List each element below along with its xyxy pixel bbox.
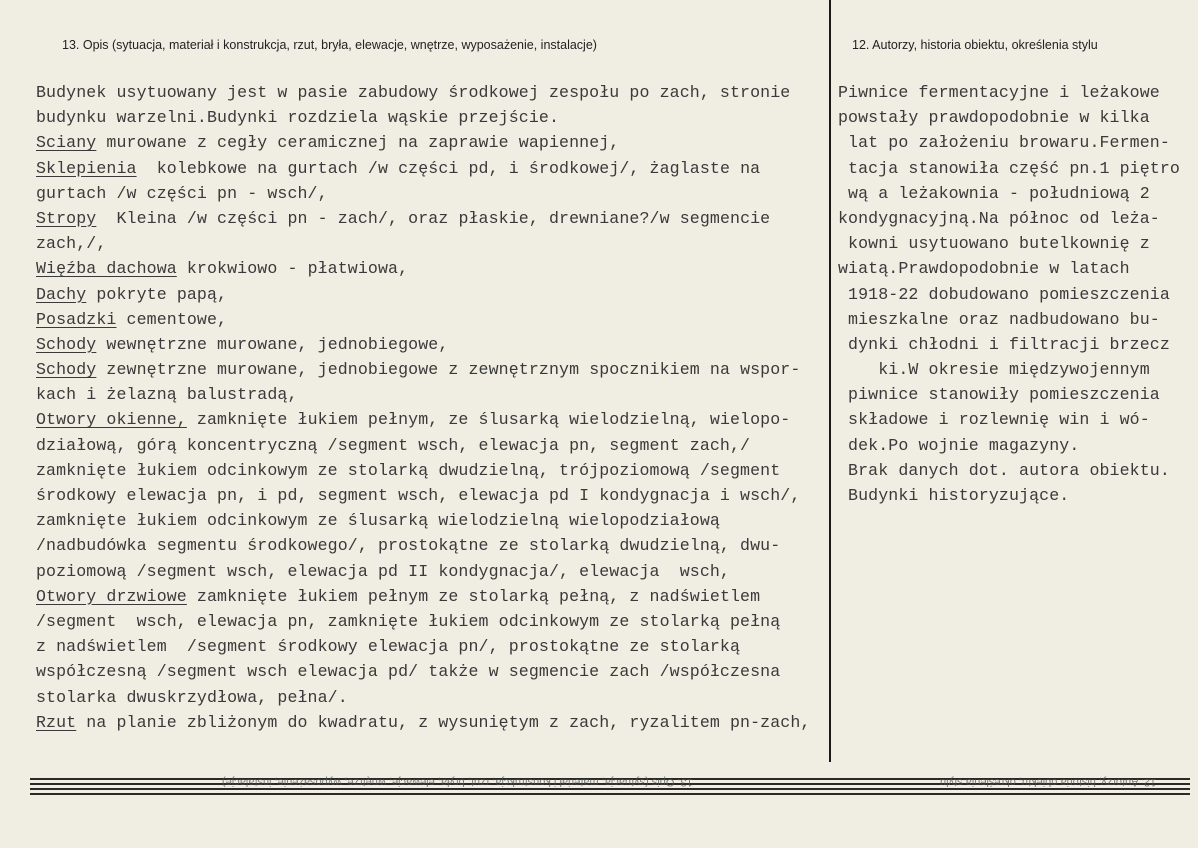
mirrored-header-left: 13. Opis (sytuacja, materiał i konstrukcja, rzut, bryła, elewacje, wnętrze, wyposażenie, instalacje) <box>222 776 693 788</box>
line-text: kach i żelazną balustradą, <box>36 385 298 405</box>
description-line <box>36 609 810 634</box>
description-line <box>36 508 810 533</box>
description-line <box>36 332 810 357</box>
mirrored-header-right: 12. Autorzy, historia obiektu, określenia stylu <box>940 776 1157 788</box>
field-label: Posadzki <box>36 309 117 329</box>
field-label: Stropy <box>36 208 97 228</box>
field-label: Sklepienia <box>36 158 137 178</box>
description-line <box>36 307 810 332</box>
line-text: kolebkowe na gurtach /w części pd, i środkowej/, żaglaste na <box>136 158 761 178</box>
line-text: /nadbudówka segmentu środkowego/, prostokątne ze stolarką dwudzielną, dwu- <box>36 536 781 556</box>
history-line: powstały prawdopodobnie w kilka <box>838 108 1150 128</box>
history-line: dynki chłodni i filtracji brzecz <box>838 334 1170 354</box>
line-text: współczesną /segment wsch elewacja pd/ także w segmencie zach /współczesna <box>36 662 781 682</box>
history-line: Brak danych dot. autora obiektu. <box>838 460 1170 480</box>
description-line <box>36 483 810 508</box>
description-line <box>36 634 810 659</box>
line-text: poziomową /segment wsch, elewacja pd II kondygnacja/, elewacja wsch, <box>36 561 730 581</box>
line-text: na planie zbliżonym do kwadratu, z wysuniętym z zach, ryzalitem pn-zach, <box>76 712 811 732</box>
description-line <box>36 80 810 105</box>
description-line <box>36 685 810 710</box>
line-text: /segment wsch, elewacja pn, zamknięte łukiem odcinkowym ze stolarką pełną <box>36 611 781 631</box>
description-line <box>36 357 810 382</box>
section-13-header: 13. Opis (sytuacja, materiał i konstrukcja, rzut, bryła, elewacje, wnętrze, wyposażenie, instalacje) <box>62 38 597 52</box>
description-text <box>36 80 810 735</box>
history-line: mieszkalne oraz nadbudowano bu- <box>838 309 1160 329</box>
history-line: ki.W okresie międzywojennym <box>838 360 1150 380</box>
description-line <box>36 206 810 231</box>
field-label: Otwory drzwiowe <box>36 586 187 606</box>
line-text: wewnętrzne murowane, jednobiegowe, <box>96 334 449 354</box>
description-line <box>36 710 810 735</box>
history-line: piwnice stanowiły pomieszczenia <box>838 385 1160 405</box>
line-text: murowane z cegły ceramicznej na zaprawie wapiennej, <box>96 133 620 153</box>
history-line: wą a leżakownia - południową 2 <box>838 183 1150 203</box>
line-text: cementowe, <box>116 309 228 329</box>
line-text: Kleina /w części pn - zach/, oraz płaskie, drewniane?/w segmencie <box>96 208 771 228</box>
section-12-header: 12. Autorzy, historia obiektu, określenia stylu <box>852 38 1098 52</box>
line-text: zamknięte łukiem pełnym ze stolarką pełną, z nadświetlem <box>186 586 761 606</box>
history-line: składowe i rozlewnię win i wó- <box>838 410 1150 430</box>
history-line: kondygnacyjną.Na północ od leża- <box>838 208 1160 228</box>
line-text: zamknięte łukiem odcinkowym ze ślusarką wielodzielną wielopodziałową <box>36 511 720 531</box>
line-text: gurtach /w części pn - wsch/, <box>36 183 328 203</box>
history-line: tacja stanowiła część pn.1 piętro <box>838 158 1180 178</box>
history-line: dek.Po wojnie magazyny. <box>838 435 1080 455</box>
history-line: kowni usytuowano butelkownię z <box>838 234 1150 254</box>
line-text: zamknięte łukiem pełnym, ze ślusarką wielodzielną, wielopo- <box>186 410 791 430</box>
history-text <box>838 80 1180 508</box>
description-line <box>36 231 810 256</box>
line-text: Budynek usytuowany jest w pasie zabudowy środkowej zespołu po zach, stronie <box>36 83 791 102</box>
line-text: pokryte papą, <box>86 284 228 304</box>
field-label: Otwory okienne, <box>36 410 187 430</box>
description-line <box>36 105 810 130</box>
description-line <box>36 659 810 684</box>
description-line <box>36 382 810 407</box>
line-text: środkowy elewacja pn, i pd, segment wsch, elewacja pd I kondygnacja i wsch/, <box>36 486 801 505</box>
description-line <box>36 181 810 206</box>
description-line <box>36 156 810 181</box>
description-line <box>36 407 810 432</box>
field-label: Rzut <box>36 712 77 732</box>
history-line: lat po założeniu browaru.Fermen- <box>838 133 1170 153</box>
field-label: Więźba dachowa <box>36 259 177 279</box>
line-text: zamknięte łukiem odcinkowym ze stolarką dwudzielną, trójpoziomową /segment <box>36 460 781 480</box>
history-line: 1918-22 dobudowano pomieszczenia <box>838 284 1170 304</box>
history-line: Piwnice fermentacyjne i leżakowe <box>838 83 1160 102</box>
field-label: Sciany <box>36 133 97 153</box>
line-text: budynku warzelni.Budynki rozdziela wąskie przejście. <box>36 108 560 128</box>
history-line: Budynki historyzujące. <box>838 486 1070 505</box>
line-text: z nadświetlem /segment środkowy elewacja pn/, prostokątne ze stolarką <box>36 637 741 657</box>
column-divider <box>829 0 831 762</box>
description-line <box>36 130 810 155</box>
line-text: krokwiowo - płatwiowa, <box>176 259 409 279</box>
field-label: Schody <box>36 360 97 380</box>
description-line <box>36 559 810 584</box>
line-text: zewnętrzne murowane, jednobiegowe z zewnętrznym spocznikiem na wspor- <box>96 360 801 380</box>
description-line <box>36 282 810 307</box>
field-label: Schody <box>36 334 97 354</box>
description-line <box>36 533 810 558</box>
field-label: Dachy <box>36 284 87 304</box>
line-text: stolarka dwuskrzydłowa, pełna/. <box>36 687 348 707</box>
description-line <box>36 256 810 281</box>
description-line <box>36 458 810 483</box>
line-text: działową, górą koncentryczną /segment wsch, elewacja pn, segment zach,/ <box>36 435 751 455</box>
line-text: zach,/, <box>36 234 107 254</box>
description-line <box>36 433 810 458</box>
description-line <box>36 584 810 609</box>
history-line: wiatą.Prawdopodobnie w latach <box>838 259 1130 279</box>
